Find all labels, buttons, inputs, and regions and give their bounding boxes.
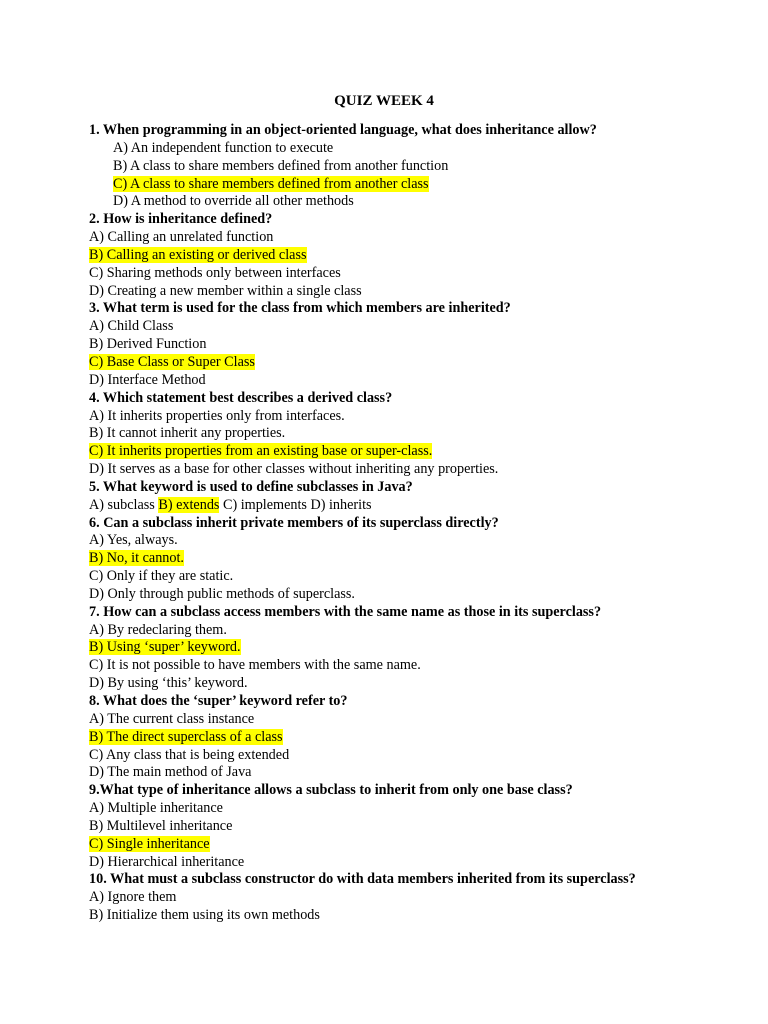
answer-option [89,729,749,747]
quiz-content [89,122,749,925]
answer-option [89,354,749,372]
answer-option-text: D) inherits [310,496,372,513]
answer-option [89,425,749,443]
answer-option-text: B) Derived Function [89,336,207,353]
question-text: 3. What term is used for the class from which members are inherited? [89,300,511,317]
answer-option [89,318,749,336]
answer-option-text: D) Creating a new member within a single class [89,282,362,299]
answer-option [89,193,749,211]
answer-option [89,408,749,426]
answer-option-text: D) By using ‘this’ keyword. [89,675,248,692]
answer-option-text: D) It serves as a base for other classes without inheriting any properties. [89,461,499,478]
answer-option-text: C) Only if they are static. [89,568,234,585]
answer-option-text: D) The main method of Java [89,764,252,781]
answer-option [89,622,749,640]
answer-option-highlighted: B) No, it cannot. [89,550,184,567]
answer-option-highlighted: B) extends [158,496,220,513]
answer-option [89,889,749,907]
answer-option-text: A) Child Class [89,318,174,335]
answer-option [89,764,749,782]
answer-option-text: A) Ignore them [89,889,177,906]
answer-option [89,158,749,176]
answer-option-text: A) By redeclaring them. [89,621,227,638]
answer-option [89,229,749,247]
answer-option-text: C) It is not possible to have members with the same name. [89,657,421,674]
answer-option [89,747,749,765]
answer-option-text: A) It inherits properties only from interfaces. [89,407,345,424]
answer-option-text: C) implements [222,496,307,513]
answer-option [89,247,749,265]
answer-option-text: A) Calling an unrelated function [89,229,274,246]
answer-option-highlighted: B) Calling an existing or derived class [89,246,307,263]
answer-option [89,836,749,854]
answer-options-inline [89,497,749,515]
answer-option [89,711,749,729]
question-text: 2. How is inheritance defined? [89,211,273,228]
question-text: 10. What must a subclass constructor do with data members inherited from its superclass? [89,871,636,888]
answer-option [89,657,749,675]
question-text: 4. Which statement best describes a derived class? [89,389,393,406]
answer-option-text: C) Any class that is being extended [89,746,290,763]
answer-option-text: B) Multilevel inheritance [89,817,233,834]
answer-option-highlighted: B) The direct superclass of a class [89,728,283,745]
answer-option-text: A) An independent function to execute [113,139,334,156]
answer-option-text: D) Only through public methods of superclass. [89,585,355,602]
question-text: 6. Can a subclass inherit private members of its superclass directly? [89,514,499,531]
answer-option-highlighted: C) A class to share members defined from another class [113,175,429,192]
answer-option-text: A) Multiple inheritance [89,800,223,817]
answer-option [89,818,749,836]
answer-option-highlighted: B) Using ‘super’ keyword. [89,639,241,656]
answer-option-text: D) A method to override all other methods [113,193,354,210]
answer-option-text: B) Initialize them using its own methods [89,907,320,924]
answer-option [89,907,749,925]
answer-option-text: A) The current class instance [89,710,255,727]
page-title: QUIZ WEEK 4 [334,93,434,109]
answer-option [89,675,749,693]
answer-option [89,461,749,479]
answer-option-text: A) Yes, always. [89,532,178,549]
question-text: 7. How can a subclass access members with the same name as those in its superclass? [89,603,602,620]
answer-option [89,586,749,604]
answer-option-highlighted: C) It inherits properties from an existing base or super-class. [89,443,433,460]
answer-option [89,372,749,390]
answer-option [89,532,749,550]
answer-option-highlighted: C) Base Class or Super Class [89,353,255,370]
answer-option-text: B) It cannot inherit any properties. [89,425,286,442]
answer-option [89,265,749,283]
answer-option [89,283,749,301]
question-text: 1. When programming in an object-oriented language, what does inheritance allow? [89,122,597,138]
answer-option [89,140,749,158]
answer-option-text: D) Interface Method [89,371,206,388]
question-text: 9.What type of inheritance allows a subclass to inherit from only one base class? [89,782,573,799]
answer-option [89,639,749,657]
question-text: 5. What keyword is used to define subclasses in Java? [89,478,413,495]
answer-option-text: C) Sharing methods only between interfaces [89,264,341,281]
answer-option-text: A) subclass [89,496,155,513]
answer-option [89,443,749,461]
answer-option [89,336,749,354]
answer-option [89,176,749,194]
answer-option-text: B) A class to share members defined from another function [113,157,449,174]
answer-option [89,550,749,568]
answer-option [89,800,749,818]
answer-option-text: D) Hierarchical inheritance [89,853,245,870]
answer-option [89,854,749,872]
question-text: 8. What does the ‘super’ keyword refer to? [89,693,348,709]
answer-option-highlighted: C) Single inheritance [89,835,210,852]
answer-option [89,568,749,586]
